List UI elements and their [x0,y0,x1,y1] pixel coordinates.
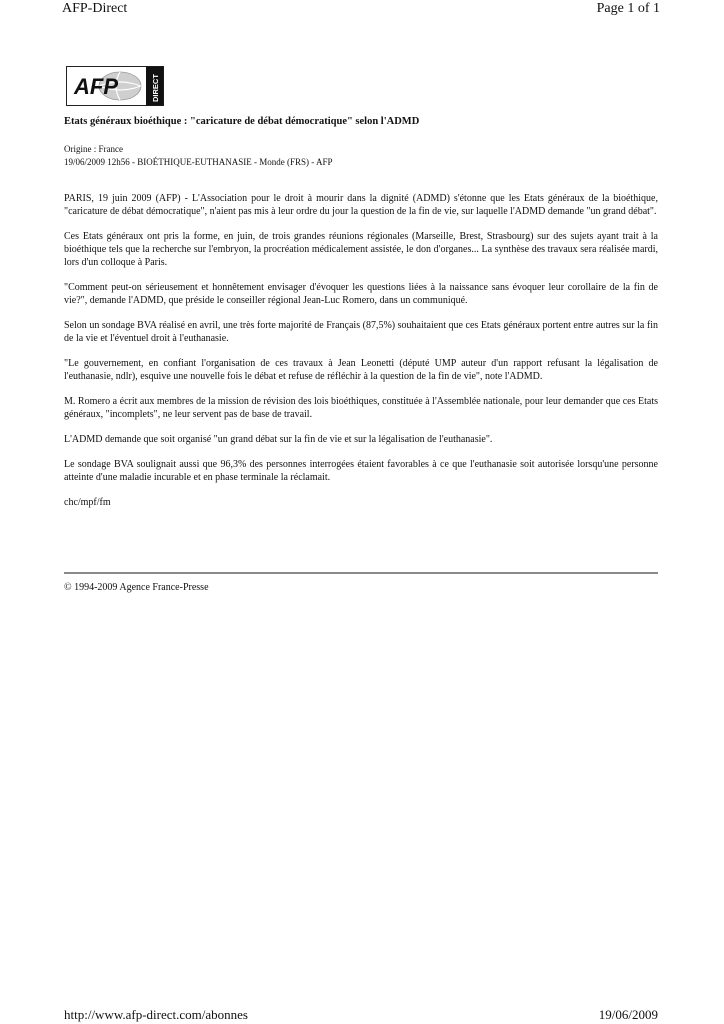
logo-side-text: DIRECT [151,74,160,102]
divider [64,572,658,574]
article-headline: Etats généraux bioéthique : "caricature de débat démocratique" selon l'ADMD [64,116,420,127]
page-indicator: Page 1 of 1 [596,1,660,16]
article-meta [64,143,664,168]
header-title: AFP-Direct [62,1,128,16]
paragraph: "Le gouvernement, en confiant l'organisation de ces travaux à Jean Leonetti (député UMP auteur d'un rapport refusant la légalisation de l'euthanasie, ndlr), esquive une nouvelle fois le débat et refuse de réfléchir à la question de la fin de vie", note l'ADMD. [64,358,658,382]
article-dateline: 19/06/2009 12h56 - BIOÉTHIQUE-EUTHANASIE - Monde (FRS) - AFP [64,156,333,167]
paragraph: Le sondage BVA soulignait aussi que 96,3% des personnes interrogées étaient favorables à ce que l'euthanasie soit autorisée lorsqu'une personne atteinte d'une maladie incurable et en phase terminale la réclamait. [64,459,658,483]
article-signature: chc/mpf/fm [64,497,111,508]
paragraph: "Comment peut-on sérieusement et honnêtement envisager d'évoquer les questions liées à la naissance sans évoquer leur corollaire de la fin de vie?", demande l'ADMD, que préside le conseiller régional Jean-Luc Romero, dans un communiqué. [64,282,658,306]
footer-date: 19/06/2009 [598,1007,658,1022]
paragraph: Selon un sondage BVA réalisé en avril, une très forte majorité de Français (87,5%) souhaitaient que ces Etats généraux portent entre autres sur la fin de la vie et l'éventuel droit à l'euthanasie. [64,320,658,344]
paragraph: M. Romero a écrit aux membres de la mission de révision des lois bioéthiques, constituée à l'Assemblée nationale, pour leur demander que ces Etats généraux, "incomplets", ne leur servent pas de base de travail. [64,396,658,420]
footer-url: http://www.afp-direct.com/abonnes [64,1007,248,1022]
logo-text: AFP [74,74,118,99]
article-origin: Origine : France [64,144,123,154]
article-body [64,192,658,521]
paragraph: Ces Etats généraux ont pris la forme, en juin, de trois grandes réunions régionales (Marseille, Brest, Strasbourg) sur des sujets ayant trait à la bioéthique tels que la recherche sur l'embryon, la procréation médicalement assistée, le don d'organes... La synthèse des travaux sera réalisée mardi, lors d'un colloque à Paris. [64,231,658,268]
copyright-notice: © 1994-2009 Agence France-Presse [64,582,209,593]
paragraph: L'ADMD demande que soit organisé "un grand débat sur la fin de vie et sur la légalisation de l'euthanasie". [64,434,493,445]
paragraph: PARIS, 19 juin 2009 (AFP) - L'Association pour le droit à mourir dans la dignité (ADMD) s'étonne que les Etats généraux de la bioéthique, "caricature de débat démocratique", n'aient pas mis à leur ordre du jour la question de la fin de vie, sur laquelle l'ADMD demande "un grand débat". [64,193,658,217]
afp-direct-logo [66,66,164,106]
